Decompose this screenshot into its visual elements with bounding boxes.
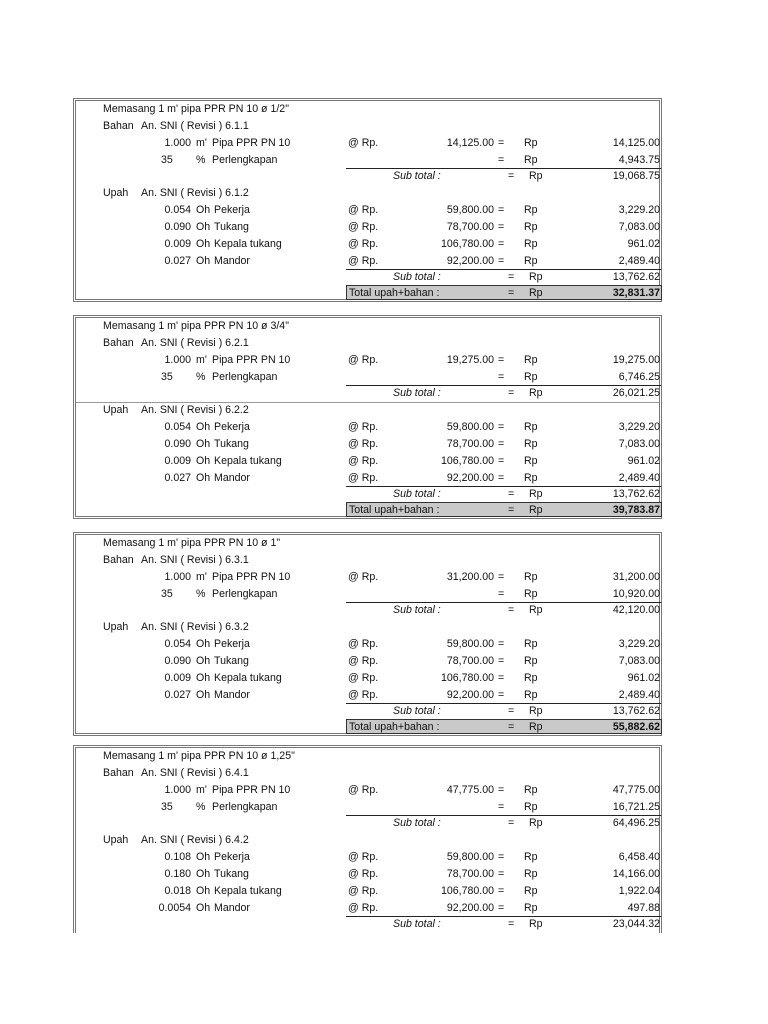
subtotal-label: Sub total : xyxy=(393,918,441,930)
unit: Oh xyxy=(196,655,211,667)
qty: 0.0054 xyxy=(158,902,191,914)
currency: Rp xyxy=(524,137,538,149)
subtotal-label: Sub total : xyxy=(393,817,441,829)
currency: Rp xyxy=(524,638,538,650)
qty: 0.054 xyxy=(164,421,191,433)
unit-price: 106,780.00 xyxy=(440,672,494,684)
equals: = xyxy=(498,455,505,467)
equals: = xyxy=(498,902,505,914)
amount: 2,489.40 xyxy=(618,255,660,267)
unit: Oh xyxy=(196,204,211,216)
unit-price: 59,800.00 xyxy=(446,638,494,650)
currency: Rp xyxy=(524,784,538,796)
amount: 7,083.00 xyxy=(618,438,660,450)
currency: Rp xyxy=(529,604,543,616)
desc: Perlengkapan xyxy=(212,371,278,383)
unit: Oh xyxy=(196,638,211,650)
equals: = xyxy=(508,504,515,516)
qty: 0.018 xyxy=(164,885,191,897)
upah-ref: An. SNI ( Revisi ) 6.1.2 xyxy=(141,187,249,199)
equals: = xyxy=(498,571,505,583)
subtotal-amount: 13,762.62 xyxy=(612,705,660,717)
desc: Mandor xyxy=(214,255,250,267)
currency: Rp xyxy=(524,868,538,880)
at-label: @ Rp. xyxy=(348,638,379,650)
unit-price: 92,200.00 xyxy=(446,902,494,914)
bahan-label: Bahan xyxy=(103,554,134,566)
at-label: @ Rp. xyxy=(348,571,379,583)
amount: 961.02 xyxy=(627,672,660,684)
unit-price: 14,125.00 xyxy=(446,137,494,149)
amount: 47,775.00 xyxy=(612,784,660,796)
unit: m' xyxy=(196,354,207,366)
amount: 4,943.75 xyxy=(618,154,660,166)
qty: 0.054 xyxy=(164,204,191,216)
desc: Kepala tukang xyxy=(214,885,282,897)
upah-ref: An. SNI ( Revisi ) 6.3.2 xyxy=(141,621,249,633)
at-label: @ Rp. xyxy=(348,438,379,450)
unit-price: 78,700.00 xyxy=(446,221,494,233)
unit: % xyxy=(196,371,206,383)
equals: = xyxy=(498,851,505,863)
unit: Oh xyxy=(196,472,211,484)
currency: Rp xyxy=(529,488,543,500)
qty: 0.009 xyxy=(164,672,191,684)
qty: 0.027 xyxy=(164,472,191,484)
amount: 961.02 xyxy=(627,455,660,467)
amount: 6,746.25 xyxy=(618,371,660,383)
equals: = xyxy=(498,421,505,433)
qty: 1.000 xyxy=(164,137,191,149)
equals: = xyxy=(498,371,505,383)
desc: Pekerja xyxy=(214,204,250,216)
unit: Oh xyxy=(196,238,211,250)
qty: 1.000 xyxy=(164,354,191,366)
amount: 497.88 xyxy=(627,902,660,914)
upah-label: Upah xyxy=(103,187,129,199)
qty: 0.108 xyxy=(164,851,191,863)
desc: Pipa PPR PN 10 xyxy=(212,354,291,366)
equals: = xyxy=(498,784,505,796)
analysis-block-1 xyxy=(73,98,662,302)
qty: 35 xyxy=(161,801,173,813)
amount: 6,458.40 xyxy=(618,851,660,863)
currency: Rp xyxy=(529,721,543,733)
at-label: @ Rp. xyxy=(348,851,379,863)
title-text: Memasang 1 m' pipa PPR PN 10 ø 1" xyxy=(103,537,281,549)
analysis-block-3 xyxy=(73,532,662,736)
unit-price: 92,200.00 xyxy=(446,689,494,701)
desc: Pekerja xyxy=(214,851,250,863)
equals: = xyxy=(498,689,505,701)
desc: Pekerja xyxy=(214,638,250,650)
equals: = xyxy=(498,868,505,880)
desc: Tukang xyxy=(214,655,249,667)
equals: = xyxy=(508,387,515,399)
subtotal-label: Sub total : xyxy=(393,705,441,717)
title-text: Memasang 1 m' pipa PPR PN 10 ø 1,25" xyxy=(103,750,295,762)
subtotal-label: Sub total : xyxy=(393,604,441,616)
subtotal-amount: 42,120.00 xyxy=(612,604,660,616)
equals: = xyxy=(498,672,505,684)
currency: Rp xyxy=(524,689,538,701)
unit-price: 59,800.00 xyxy=(446,421,494,433)
currency: Rp xyxy=(524,588,538,600)
subtotal-amount: 26,021.25 xyxy=(612,387,660,399)
equals: = xyxy=(498,238,505,250)
qty: 0.027 xyxy=(164,689,191,701)
currency: Rp xyxy=(524,154,538,166)
total-label: Total upah+bahan : xyxy=(349,721,440,733)
unit-price: 47,775.00 xyxy=(446,784,494,796)
unit: % xyxy=(196,801,206,813)
currency: Rp xyxy=(529,387,543,399)
bahan-ref: An. SNI ( Revisi ) 6.1.1 xyxy=(141,120,249,132)
amount: 7,083.00 xyxy=(618,655,660,667)
unit-price: 78,700.00 xyxy=(446,868,494,880)
desc: Pipa PPR PN 10 xyxy=(212,137,291,149)
qty: 35 xyxy=(161,154,173,166)
qty: 1.000 xyxy=(164,571,191,583)
desc: Perlengkapan xyxy=(212,801,278,813)
desc: Tukang xyxy=(214,868,249,880)
currency: Rp xyxy=(529,504,543,516)
equals: = xyxy=(498,255,505,267)
upah-ref: An. SNI ( Revisi ) 6.2.2 xyxy=(141,404,249,416)
desc: Perlengkapan xyxy=(212,154,278,166)
unit-price: 59,800.00 xyxy=(446,204,494,216)
equals: = xyxy=(498,885,505,897)
equals: = xyxy=(508,705,515,717)
desc: Mandor xyxy=(214,902,250,914)
amount: 16,721.25 xyxy=(612,801,660,813)
currency: Rp xyxy=(529,918,543,930)
qty: 0.090 xyxy=(164,438,191,450)
desc: Mandor xyxy=(214,689,250,701)
currency: Rp xyxy=(524,902,538,914)
unit-price: 78,700.00 xyxy=(446,438,494,450)
unit: Oh xyxy=(196,438,211,450)
analysis-block-4 xyxy=(73,745,662,933)
currency: Rp xyxy=(524,472,538,484)
unit: Oh xyxy=(196,868,211,880)
unit: m' xyxy=(196,784,207,796)
unit-price: 106,780.00 xyxy=(440,455,494,467)
equals: = xyxy=(498,638,505,650)
upah-ref: An. SNI ( Revisi ) 6.4.2 xyxy=(141,834,249,846)
currency: Rp xyxy=(529,287,543,299)
equals: = xyxy=(498,221,505,233)
currency: Rp xyxy=(524,371,538,383)
qty: 0.090 xyxy=(164,221,191,233)
bahan-label: Bahan xyxy=(103,337,134,349)
subtotal-label: Sub total : xyxy=(393,170,441,182)
currency: Rp xyxy=(524,801,538,813)
desc: Kepala tukang xyxy=(214,455,282,467)
unit-price: 106,780.00 xyxy=(440,885,494,897)
amount: 2,489.40 xyxy=(618,472,660,484)
qty: 0.009 xyxy=(164,238,191,250)
desc: Kepala tukang xyxy=(214,238,282,250)
amount: 3,229.20 xyxy=(618,204,660,216)
amount: 19,275.00 xyxy=(612,354,660,366)
subtotal-label: Sub total : xyxy=(393,488,441,500)
qty: 0.027 xyxy=(164,255,191,267)
amount: 14,125.00 xyxy=(612,137,660,149)
equals: = xyxy=(508,287,515,299)
unit: Oh xyxy=(196,851,211,863)
at-label: @ Rp. xyxy=(348,255,379,267)
currency: Rp xyxy=(524,221,538,233)
at-label: @ Rp. xyxy=(348,137,379,149)
equals: = xyxy=(508,271,515,283)
amount: 14,166.00 xyxy=(612,868,660,880)
total-label: Total upah+bahan : xyxy=(349,287,440,299)
equals: = xyxy=(498,472,505,484)
subtotal-label: Sub total : xyxy=(393,271,441,283)
at-label: @ Rp. xyxy=(348,655,379,667)
subtotal-label: Sub total : xyxy=(393,387,441,399)
equals: = xyxy=(498,655,505,667)
equals: = xyxy=(498,588,505,600)
currency: Rp xyxy=(529,705,543,717)
at-label: @ Rp. xyxy=(348,868,379,880)
bahan-label: Bahan xyxy=(103,767,134,779)
equals: = xyxy=(498,438,505,450)
currency: Rp xyxy=(524,455,538,467)
qty: 35 xyxy=(161,588,173,600)
desc: Kepala tukang xyxy=(214,672,282,684)
amount: 31,200.00 xyxy=(612,571,660,583)
equals: = xyxy=(508,604,515,616)
at-label: @ Rp. xyxy=(348,902,379,914)
currency: Rp xyxy=(524,672,538,684)
equals: = xyxy=(498,354,505,366)
unit: Oh xyxy=(196,221,211,233)
unit: Oh xyxy=(196,689,211,701)
unit: m' xyxy=(196,571,207,583)
unit: Oh xyxy=(196,421,211,433)
desc: Pipa PPR PN 10 xyxy=(212,571,291,583)
unit-price: 78,700.00 xyxy=(446,655,494,667)
desc: Tukang xyxy=(214,221,249,233)
unit-price: 19,275.00 xyxy=(446,354,494,366)
at-label: @ Rp. xyxy=(348,885,379,897)
equals: = xyxy=(508,918,515,930)
currency: Rp xyxy=(524,354,538,366)
bahan-label: Bahan xyxy=(103,120,134,132)
at-label: @ Rp. xyxy=(348,204,379,216)
qty: 0.180 xyxy=(164,868,191,880)
amount: 3,229.20 xyxy=(618,638,660,650)
unit: % xyxy=(196,154,206,166)
desc: Mandor xyxy=(214,472,250,484)
subtotal-amount: 13,762.62 xyxy=(612,488,660,500)
amount: 961.02 xyxy=(627,238,660,250)
currency: Rp xyxy=(524,851,538,863)
desc: Perlengkapan xyxy=(212,588,278,600)
amount: 2,489.40 xyxy=(618,689,660,701)
equals: = xyxy=(498,137,505,149)
total-label: Total upah+bahan : xyxy=(349,504,440,516)
equals: = xyxy=(508,721,515,733)
at-label: @ Rp. xyxy=(348,472,379,484)
upah-label: Upah xyxy=(103,621,129,633)
currency: Rp xyxy=(524,655,538,667)
bahan-ref: An. SNI ( Revisi ) 6.3.1 xyxy=(141,554,249,566)
unit: % xyxy=(196,588,206,600)
amount: 1,922.04 xyxy=(618,885,660,897)
at-label: @ Rp. xyxy=(348,784,379,796)
currency: Rp xyxy=(524,885,538,897)
unit: m' xyxy=(196,137,207,149)
at-label: @ Rp. xyxy=(348,221,379,233)
unit: Oh xyxy=(196,902,211,914)
unit-price: 31,200.00 xyxy=(446,571,494,583)
upah-label: Upah xyxy=(103,404,129,416)
equals: = xyxy=(508,170,515,182)
subtotal-amount: 64,496.25 xyxy=(612,817,660,829)
currency: Rp xyxy=(524,204,538,216)
qty: 35 xyxy=(161,371,173,383)
currency: Rp xyxy=(524,438,538,450)
title-text: Memasang 1 m' pipa PPR PN 10 ø 3/4" xyxy=(103,320,289,332)
upah-label: Upah xyxy=(103,834,129,846)
at-label: @ Rp. xyxy=(348,354,379,366)
equals: = xyxy=(498,801,505,813)
analysis-block-2 xyxy=(73,315,662,519)
subtotal-amount: 23,044.32 xyxy=(612,918,660,930)
unit: Oh xyxy=(196,885,211,897)
currency: Rp xyxy=(529,170,543,182)
title-text: Memasang 1 m' pipa PPR PN 10 ø 1/2" xyxy=(103,103,289,115)
equals: = xyxy=(508,488,515,500)
amount: 3,229.20 xyxy=(618,421,660,433)
total-amount: 55,882.62 xyxy=(612,721,660,733)
bahan-ref: An. SNI ( Revisi ) 6.2.1 xyxy=(141,337,249,349)
bahan-ref: An. SNI ( Revisi ) 6.4.1 xyxy=(141,767,249,779)
desc: Pipa PPR PN 10 xyxy=(212,784,291,796)
desc: Tukang xyxy=(214,438,249,450)
unit: Oh xyxy=(196,672,211,684)
qty: 0.090 xyxy=(164,655,191,667)
currency: Rp xyxy=(529,817,543,829)
at-label: @ Rp. xyxy=(348,672,379,684)
at-label: @ Rp. xyxy=(348,689,379,701)
subtotal-amount: 13,762.62 xyxy=(612,271,660,283)
currency: Rp xyxy=(524,255,538,267)
qty: 0.009 xyxy=(164,455,191,467)
total-amount: 32,831.37 xyxy=(612,287,660,299)
qty: 1.000 xyxy=(164,784,191,796)
unit-price: 92,200.00 xyxy=(446,255,494,267)
unit: Oh xyxy=(196,455,211,467)
equals: = xyxy=(498,204,505,216)
at-label: @ Rp. xyxy=(348,238,379,250)
currency: Rp xyxy=(524,421,538,433)
unit-price: 92,200.00 xyxy=(446,472,494,484)
qty: 0.054 xyxy=(164,638,191,650)
unit: Oh xyxy=(196,255,211,267)
total-amount: 39,783.87 xyxy=(612,504,660,516)
desc: Pekerja xyxy=(214,421,250,433)
currency: Rp xyxy=(529,271,543,283)
currency: Rp xyxy=(524,571,538,583)
unit-price: 59,800.00 xyxy=(446,851,494,863)
subtotal-amount: 19,068.75 xyxy=(612,170,660,182)
equals: = xyxy=(508,817,515,829)
unit-price: 106,780.00 xyxy=(440,238,494,250)
amount: 7,083.00 xyxy=(618,221,660,233)
equals: = xyxy=(498,154,505,166)
amount: 10,920.00 xyxy=(612,588,660,600)
at-label: @ Rp. xyxy=(348,455,379,467)
at-label: @ Rp. xyxy=(348,421,379,433)
currency: Rp xyxy=(524,238,538,250)
